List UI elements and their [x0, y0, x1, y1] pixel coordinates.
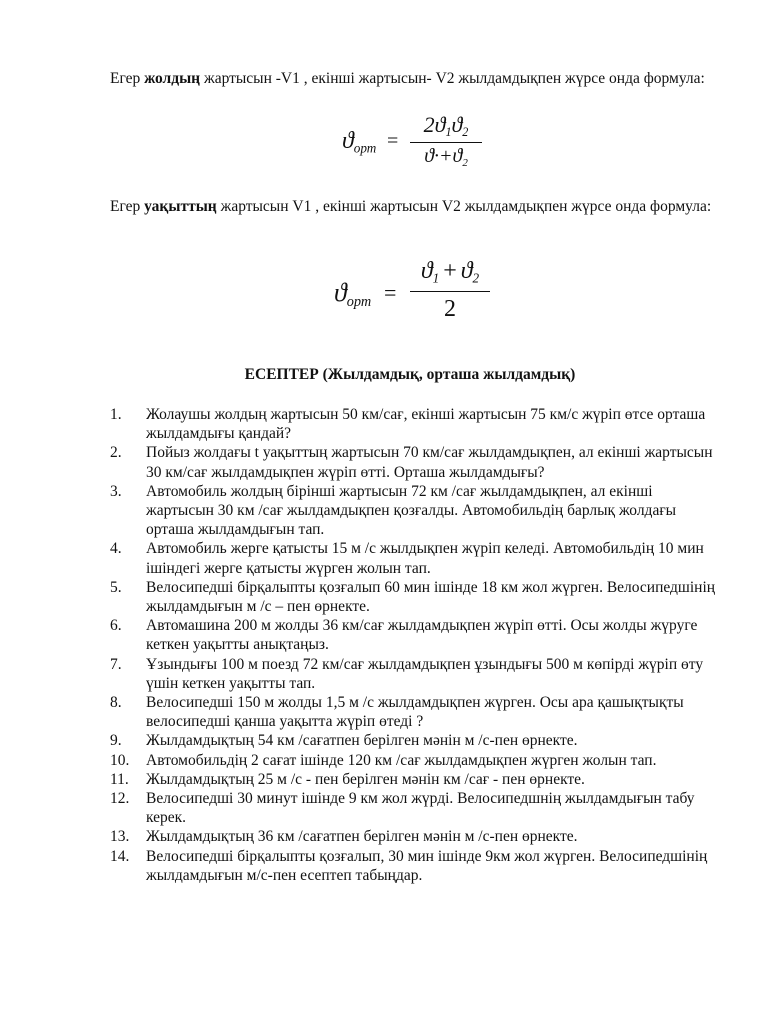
formula2-fraction-bar: [410, 291, 490, 292]
formula-average-speed-path-halves: [342, 112, 492, 178]
task-item: [110, 789, 720, 827]
intro1-prefix: Егер: [110, 70, 145, 87]
formula-average-speed-time-halves: [334, 258, 504, 330]
task-number: 9.: [110, 732, 122, 750]
formula1-numerator: $2ϑ_1ϑ_2$: [423, 112, 469, 140]
task-text: Пойыз жолдағы t уақыттың жартысын 70 км/сағ жылдамдықпен, ал екінші жартысын 30 км/сағ жылдамдықпен жүріп өтті. Орташа жылдамдығы?: [146, 444, 713, 481]
formula2-equals: =: [384, 280, 397, 305]
task-number: 11.: [110, 770, 129, 788]
intro2-prefix: Егер: [110, 198, 145, 215]
formula1-fraction-bar: [410, 142, 482, 143]
task-item: [110, 847, 720, 885]
task-number: 8.: [110, 694, 122, 712]
intro-paragraph-path-halves: [110, 69, 720, 88]
task-item: [110, 616, 720, 654]
task-text: Автомобиль жолдың бірінші жартысын 72 км /сағ жылдамдықпен, ал екінші жартысын 30 км /сағ жылдамдықпен қозғалды. Автомобильдің барлық жолдағы орташа жылдамдығын тап.: [146, 482, 677, 539]
task-number: 3.: [110, 482, 122, 500]
formula1-lhs: $ϑ_{орт}$: [342, 128, 377, 156]
task-number: 13.: [110, 828, 130, 846]
task-list: [110, 405, 720, 885]
task-text: Автомобиль жерге қатысты 15 м /с жылдықпен жүріп келеді. Автомобильдің 10 мин ішіндегі жерге қатысты жүрген жолын тап.: [146, 540, 704, 577]
task-item: [110, 751, 720, 770]
task-number: 12.: [110, 790, 130, 808]
task-item: [110, 693, 720, 731]
intro1-bold-word: жолдың: [144, 70, 201, 87]
task-number: 6.: [110, 617, 122, 635]
task-item: [110, 443, 720, 481]
task-item: [110, 827, 720, 846]
task-number: 2.: [110, 444, 122, 462]
formula1-denominator: $ϑ\cdot+ϑ_2$: [424, 145, 468, 169]
task-item: [110, 731, 720, 750]
section-heading: ЕСЕПТЕР (Жылдамдық, орташа жылдамдық): [244, 366, 576, 383]
task-text: Автомобильдің 2 сағат ішінде 120 км /сағ жылдамдықпен жүрген жолын тап.: [146, 751, 657, 769]
task-item: [110, 770, 720, 789]
task-number: 10.: [110, 751, 130, 769]
task-text: Велосипедші 30 минут ішінде 9 км жол жүрді. Велосипедшнің жылдамдығын табу керек.: [146, 790, 695, 827]
task-item: [110, 655, 720, 693]
task-text: Жылдамдықтың 36 км /сағатпен берілген мәнін м /с-пен өрнекте.: [146, 828, 578, 846]
task-item: [110, 482, 720, 540]
formula1-equals: =: [387, 130, 399, 152]
task-text: Автомашина 200 м жолды 36 км/сағ жылдамдықпен жүріп өтті. Осы жолды жүруге кеткен уақытты анықтаңыз.: [146, 617, 698, 654]
task-text: Велосипедші бірқалыпты қозғалып, 30 мин ішінде 9км жол жүрген. Велосипедшінің жылдамдығын м/с-пен есептеп табыңдар.: [146, 847, 708, 884]
task-text: Велосипедші бірқалыпты қозғалып 60 мин ішінде 18 км жол жүрген. Велосипедшінің жылдамдығын м /с – пен өрнекте.: [146, 578, 716, 616]
task-number: 14.: [110, 847, 130, 865]
intro2-rest: жартысын V1 , екінші жартысын V2 жылдамдықпен жүрсе онда формула:: [216, 198, 712, 215]
task-text: Велосипедші 150 м жолды 1,5 м /с жылдамдықпен жүрген. Осы ара қашықтықты велосипедші қанша уақытта жүріп өтеді ?: [146, 694, 684, 731]
task-text: Жылдамдықтың 25 м /с - пен берілген мәнін км /сағ - пен өрнекте.: [146, 770, 585, 788]
formula2-denominator: 2: [444, 296, 456, 322]
formula2-lhs: $ϑ_{орт}$: [334, 278, 372, 310]
formula2-numerator: $ϑ_1 + ϑ_2$: [420, 258, 480, 286]
intro1-rest: жартысын -V1 , екінші жартысын- V2 жылдамдықпен жүрсе онда формула:: [200, 70, 705, 87]
task-number: 5.: [110, 578, 122, 596]
task-item: [110, 405, 720, 443]
intro-paragraph-time-halves: [110, 197, 720, 216]
task-number: 4.: [110, 540, 122, 558]
task-text: Ұзындығы 100 м поезд 72 км/сағ жылдамдықпен ұзындығы 500 м көпірді жүріп өту үшін кеткен уақытты тап.: [146, 655, 704, 692]
intro2-bold-word: уақыттың: [144, 198, 217, 215]
task-text: Жолаушы жолдың жартысын 50 км/сағ, екінші жартысын 75 км/с жүріп өтсе орташа жылдамдығы қандай?: [146, 406, 706, 443]
task-number: 1.: [110, 406, 122, 423]
task-item: [110, 578, 720, 616]
task-text: Жылдамдықтың 54 км /сағатпен берілген мәнін м /с-пен өрнекте.: [146, 732, 578, 750]
task-number: 7.: [110, 655, 122, 673]
task-item: [110, 539, 720, 577]
